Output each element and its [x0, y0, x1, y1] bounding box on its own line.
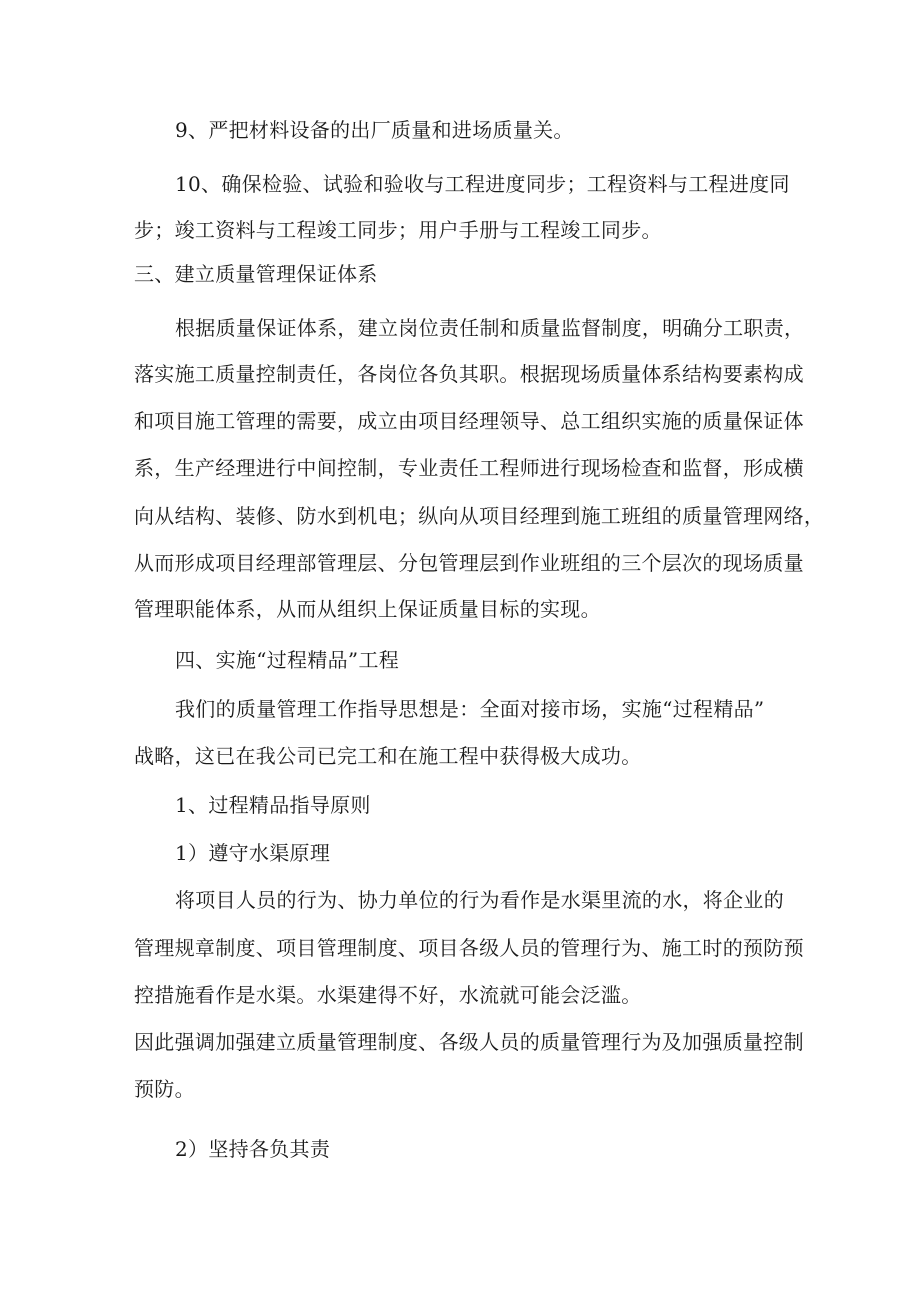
point-1-line-1: 将项目人员的行为、协力单位的行为看作是水渠里流的水，将企业的 [175, 888, 784, 912]
section-3-line-3: 和项目施工管理的需要，成立由项目经理领导、总工组织实施的质量保证体 [134, 409, 804, 433]
item-9: 9、严把材料设备的出厂质量和进场质量关。 [175, 118, 574, 142]
point-1-line-2: 管理规章制度、项目管理制度、项目各级人员的管理行为、施工时的预防预 [134, 936, 804, 960]
item-10-line-2: 步；竣工资料与工程竣工同步；用户手册与工程竣工同步。 [134, 218, 662, 242]
section-3-line-6: 从而形成项目经理部管理层、分包管理层到作业班组的三个层次的现场质量 [134, 551, 804, 575]
point-1-heading: 1）遵守水渠原理 [175, 841, 331, 865]
section-4-line-1: 我们的质量管理工作指导思想是：全面对接市场，实施“过程精品” [175, 697, 765, 721]
point-1-followup-line-2: 预防。 [134, 1077, 195, 1101]
section-3-line-5: 向从结构、装修、防水到机电；纵向从项目经理到施工班组的质量管理网络， [134, 504, 825, 528]
point-1-line-3: 控措施看作是水渠。水渠建得不好，水流就可能会泛滥。 [134, 983, 642, 1007]
point-1-followup-line-1: 因此强调加强建立质量管理制度、各级人员的质量管理行为及加强质量控制 [134, 1030, 804, 1054]
item-10-line-1: 10、确保检验、试验和验收与工程进度同步；工程资料与工程进度同 [175, 172, 790, 196]
section-3-line-4: 系，生产经理进行中间控制，专业责任工程师进行现场检查和监督，形成横 [134, 456, 804, 480]
section-4-heading: 四、实施“过程精品”工程 [175, 648, 400, 672]
section-3-line-1: 根据质量保证体系，建立岗位责任制和质量监督制度，明确分工职责， [175, 316, 805, 340]
section-3-heading: 三、建立质量管理保证体系 [134, 262, 378, 286]
section-4-line-2: 战略，这已在我公司已完工和在施工程中获得极大成功。 [134, 744, 642, 768]
subsection-1-heading: 1、过程精品指导原则 [175, 793, 371, 817]
section-3-line-7: 管理职能体系，从而从组织上保证质量目标的实现。 [134, 597, 601, 621]
point-2-heading: 2）坚持各负其责 [175, 1137, 331, 1161]
section-3-line-2: 落实施工质量控制责任，各岗位各负其职。根据现场质量体系结构要素构成 [134, 362, 804, 386]
